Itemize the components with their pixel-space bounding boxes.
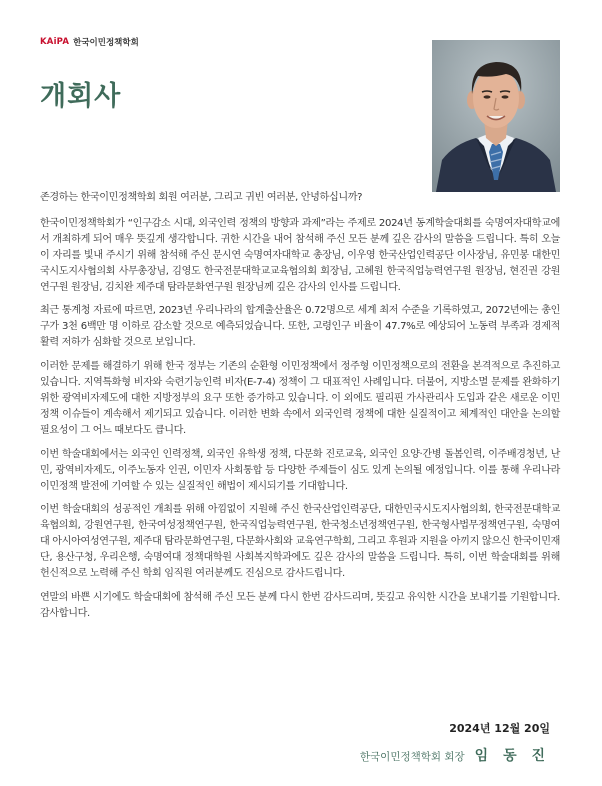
speech-date: 2024년 12월 20일 [449, 722, 550, 735]
paragraph-acknowledgements: 이번 학술대회의 성공적인 개최를 위해 아낌없이 지원해 주신 한국산업인력공단, 대한민국시도지사협의회, 한국전문대학교육협의회, 강원연구원, 한국여성정책연구원, 한국직업능력연구원, 한국청소년정책연구원, 한국형사법무정책연구원, 숙명여대 아시아여성연구원, 제주대 탐라문화연구원, 다문화사회와 교육연구학회, 그리고 후원과 지원을 아끼지 않으신 한국이민재단, 용산구청, 우리은행, 숙명여대 정책대학원 사회복지학과에도 깊은 감사의 말씀을 드립니다. 특히, 이번 학술대회를 위해 헌신적으로 노력해 주신 학회 임직원 여러분께도 진심으로 감사드립니다. [40, 504, 560, 580]
paragraph-closing: 연말의 바쁜 시기에도 학술대회에 참석해 주신 모든 분께 다시 한번 감사드리며, 뜻깊고 유익한 시간을 보내기를 기원합니다. 감사합니다. [40, 591, 560, 619]
president-portrait-photo [432, 40, 560, 192]
greeting-paragraph: 존경하는 한국이민정책학회 회원 여러분, 그리고 귀빈 여러분, 안녕하십니까? [40, 192, 363, 203]
paragraph-conference-topics: 이번 학술대회에서는 외국인 인력정책, 외국인 유학생 정책, 다문화 진로교육, 외국인 요양·간병 돌봄인력, 이주배경청년, 난민, 광역비자제도, 이주노동자 인권, 이민자 사회통합 등 다양한 주제들이 심도 있게 논의될 예정입니다. 이를 통해 우리나라 이민정책 발전에 기여할 수 있는 실질적인 해법이 제시되기를 기대합니다. [40, 448, 560, 492]
paragraph-statistics: 최근 통계청 자료에 따르면, 2023년 우리나라의 합계출산율은 0.72명으로 세계 최저 수준을 기록하였고, 2072년에는 총인구가 3천 6백만 명 이하로 감소할 것으로 예측되었습니다. 또한, 고령인구 비율이 47.7%로 예상되어 노동력 부족과 경제적 활력 저하가 심화할 것으로 보입니다. [40, 305, 560, 349]
signature-name: 임 동 진 [474, 748, 550, 764]
signature-org-role: 한국이민정책학회 회장 [359, 751, 465, 763]
paragraph-policy-shift: 이러한 문제를 해결하기 위해 한국 정부는 기존의 순환형 이민정책에서 정주형 이민정책으로의 전환을 본격적으로 추진하고 있습니다. 지역특화형 비자와 숙련기능인력 비자(E-7-4) 정책이 그 대표적인 사례입니다. 더불어, 지방소멸 문제를 완화하기 위한 광역비자제도에 대한 지방정부의 요구 또한 증가하고 있습니다. 이 외에도 필리핀 가사관리사 도입과 같은 새로운 이민정책 이슈들이 계속해서 제기되고 있습니다. 이러한 변화 속에서 외국인력 정책에 대한 실질적이고 체계적인 대안을 논의할 필요성이 그 어느 때보다도 큽니다. [40, 361, 560, 436]
logo-org-name: 한국이민정책학회 [73, 38, 139, 48]
paragraph-intro: 한국이민정책학회가 “인구감소 시대, 외국인력 정책의 방향과 과제”라는 주제로 2024년 동계학술대회를 숙명여자대학교에서 개최하게 되어 매우 뜻깊게 생각합니다. 귀한 시간을 내어 참석해 주신 모든 분께 깊은 감사의 말씀을 드립니다. 특히 오늘 이 자리를 빛내 주시기 위해 참석해 주신 문시연 숙명여자대학교 총장님, 이우영 한국산업인력공단 이사장님, 유민봉 대한민국시도지사협의회 사무총장님, 김영도 한국전문대학교교육협의회 회장님, 고혜원 한국직업능력연구원 원장님, 현진권 강원연구원 원장님, 김치완 제주대 탐라문화연구원 원장님께 깊은 감사의 인사를 드립니다. [40, 217, 560, 293]
page-title: 개회사 [40, 81, 122, 112]
portrait-illustration [432, 40, 560, 192]
society-logo [40, 36, 139, 48]
logo-brand-mark: KAiPA [40, 37, 70, 47]
signature-block [360, 745, 550, 765]
speech-body [40, 190, 560, 630]
